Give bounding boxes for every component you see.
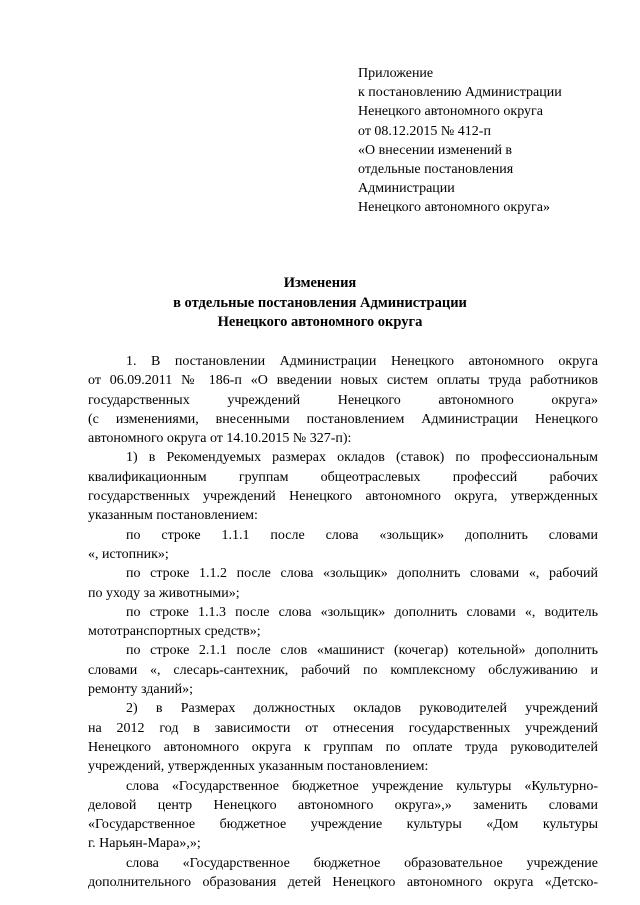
paragraph-line: по строке 1.1.3 после слова «зольщик» дополнить словами «, водитель	[126, 604, 598, 620]
paragraph-line: на 2012 год в зависимости от отнесения государственных учреждений	[88, 720, 598, 736]
paragraph-line: государственных учреждений Ненецкого автономного округа, утвержденных	[88, 489, 598, 505]
paragraph-line: мототранспортных средств»;	[88, 624, 261, 640]
document-body	[88, 352, 598, 892]
paragraph-line: «Государственное бюджетное учреждение культуры «Дом культуры	[88, 817, 598, 833]
paragraph-line: 1. В постановлении Администрации Ненецкого автономного округа	[126, 354, 598, 369]
paragraph-line: слова «Государственное бюджетное образовательное учреждение	[126, 855, 598, 871]
paragraph-line: государственных учреждений Ненецкого автономного округа»	[88, 392, 598, 408]
paragraph-line: учреждений, утвержденных указанным постановлением:	[88, 759, 429, 775]
paragraph-line: «, истопник»;	[88, 546, 169, 562]
appendix-line: к постановлению Администрации	[358, 85, 562, 101]
title-line: Ненецкого автономного округа	[217, 314, 423, 330]
paragraph-line: ремонту зданий»;	[88, 682, 193, 698]
document-title	[0, 274, 640, 333]
paragraph-line: деловой центр Ненецкого автономного округа»,» заменить словами	[88, 797, 598, 813]
title-line: Изменения	[283, 275, 357, 291]
paragraph-line: (с изменениями, внесенными постановлением Администрации Ненецкого	[88, 411, 598, 427]
title-line: в отдельные постановления Администрации	[173, 294, 467, 311]
appendix-line: Ненецкого автономного округа»	[358, 200, 550, 216]
appendix-line: от 08.12.2015 № 412-п	[358, 123, 491, 139]
paragraph-line: Ненецкого автономного округа к группам по оплате труда руководителей	[88, 739, 598, 755]
paragraph-line: по строке 1.1.1 после слова «зольщик» дополнить словами	[126, 527, 598, 543]
paragraph-line: по строке 1.1.2 после слова «зольщик» дополнить словами «, рабочий	[126, 566, 598, 582]
appendix-line: Приложение	[358, 66, 434, 81]
paragraph-line: словами «, слесарь-сантехник, рабочий по комплексному обслуживанию и	[88, 662, 598, 678]
paragraph-line: дополнительного образования детей Ненецкого автономного округа «Детско-	[88, 875, 598, 891]
appendix-header	[358, 64, 628, 218]
paragraph-line: по уходу за животными»;	[88, 585, 240, 601]
paragraph-line: г. Нарьян-Мара»,»;	[88, 836, 201, 852]
paragraph-line: по строке 2.1.1 после слов «машинист (кочегар) котельной» дополнить	[126, 643, 598, 659]
paragraph-line: квалификационным группам общеотраслевых профессий рабочих	[88, 469, 598, 485]
appendix-line: Ненецкого автономного округа	[358, 104, 543, 120]
paragraph-line: слова «Государственное бюджетное учреждение культуры «Культурно-	[126, 778, 598, 794]
paragraph-line: указанным постановлением:	[88, 508, 258, 524]
paragraph-line: 2) в Размерах должностных окладов руководителей учреждений	[126, 701, 598, 717]
appendix-line: «О внесении изменений в	[358, 142, 513, 158]
paragraph-line: 1) в Рекомендуемых размерах окладов (ставок) по профессиональным	[126, 450, 598, 466]
paragraph-line: от 06.09.2011 № 186-п «О введении новых систем оплаты труда работников	[88, 373, 598, 389]
paragraph-line: автономного округа от 14.10.2015 № 327-п):	[88, 431, 352, 447]
appendix-line: Администрации	[358, 181, 455, 197]
appendix-line: отдельные постановления	[358, 162, 514, 178]
